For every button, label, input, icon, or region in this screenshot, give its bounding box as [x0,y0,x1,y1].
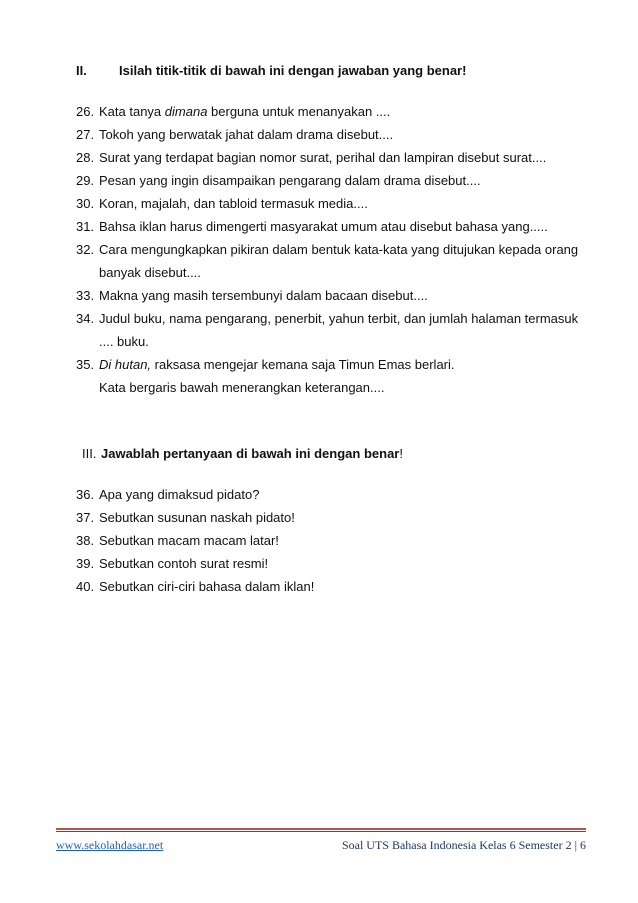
question-32 [76,242,578,258]
question-38 [76,533,279,549]
question-text: berguna untuk menanyakan .... [207,104,391,119]
question-35 [76,357,455,373]
footer-page-info: Soal UTS Bahasa Indonesia Kelas 6 Semester 2 | 6 [341,838,586,852]
question-34 [76,311,578,327]
question-27 [76,127,393,143]
question-number: 27. [76,127,95,142]
question-29 [76,173,481,189]
question-text: Judul buku, nama pengarang, penerbit, yahun terbit, dan jumlah halaman termasuk [99,311,579,326]
question-number: 30. [76,196,95,211]
question-text: Cara mengungkapkan pikiran dalam bentuk kata-kata yang ditujukan kepada orang [99,242,579,257]
section-3-title-tail: ! [399,446,403,461]
question-number: 28. [76,150,95,165]
question-number: 40. [76,579,95,594]
question-34-continuation: .... buku. [99,334,149,349]
question-number: 39. [76,556,95,571]
question-emphasis: dimana [164,104,208,119]
question-text: raksasa mengejar kemana saja Timun Emas berlari. [151,357,455,372]
section-2-number: II. [76,63,87,78]
question-39 [76,556,268,572]
footer-rule-thin [56,831,586,832]
question-37 [76,510,295,526]
question-number: 33. [76,288,95,303]
question-text: Sebutkan macam macam latar! [99,533,279,548]
footer-rule [56,828,586,830]
question-number: 37. [76,510,95,525]
question-30 [76,196,368,212]
question-number: 29. [76,173,95,188]
question-number: 32. [76,242,95,257]
section-3-title: Jawablah pertanyaan di bawah ini dengan benar [101,446,400,461]
question-40 [76,579,314,595]
question-number: 36. [76,487,95,502]
question-number: 26. [76,104,95,119]
question-32-continuation: banyak disebut.... [99,265,201,280]
question-36 [76,487,259,503]
question-emphasis: Di hutan, [99,357,152,372]
question-number: 31. [76,219,95,234]
section-2-title: Isilah titik-titik di bawah ini dengan jawaban yang benar! [119,63,467,78]
question-number: 38. [76,533,95,548]
question-text: Sebutkan contoh surat resmi! [99,556,269,571]
question-35-continuation: Kata bergaris bawah menerangkan keterangan.... [99,380,385,395]
question-26 [76,104,390,120]
section-3-number: III. [82,446,97,461]
question-33 [76,288,428,304]
question-text: Koran, majalah, dan tabloid termasuk media.... [99,196,368,211]
question-text: Sebutkan ciri-ciri bahasa dalam iklan! [99,579,315,594]
question-text: Pesan yang ingin disampaikan pengarang dalam drama disebut.... [99,173,481,188]
question-number: 35. [76,357,95,372]
question-28 [76,150,546,166]
question-text: Surat yang terdapat bagian nomor surat, perihal dan lampiran disebut surat.... [99,150,547,165]
question-31 [76,219,548,235]
question-text: Apa yang dimaksud pidato? [99,487,260,502]
question-text: Tokoh yang berwatak jahat dalam drama disebut.... [99,127,394,142]
section-3-heading [82,446,403,461]
question-text: Bahsa iklan harus dimengerti masyarakat umum atau disebut bahasa yang..... [99,219,548,234]
section-2-heading [76,63,466,78]
question-text: Sebutkan susunan naskah pidato! [99,510,295,525]
question-number: 34. [76,311,95,326]
footer-site-link[interactable]: www.sekolahdasar.net [56,838,164,852]
question-text: Makna yang masih tersembunyi dalam bacaan disebut.... [99,288,428,303]
question-text: Kata tanya [99,104,165,119]
